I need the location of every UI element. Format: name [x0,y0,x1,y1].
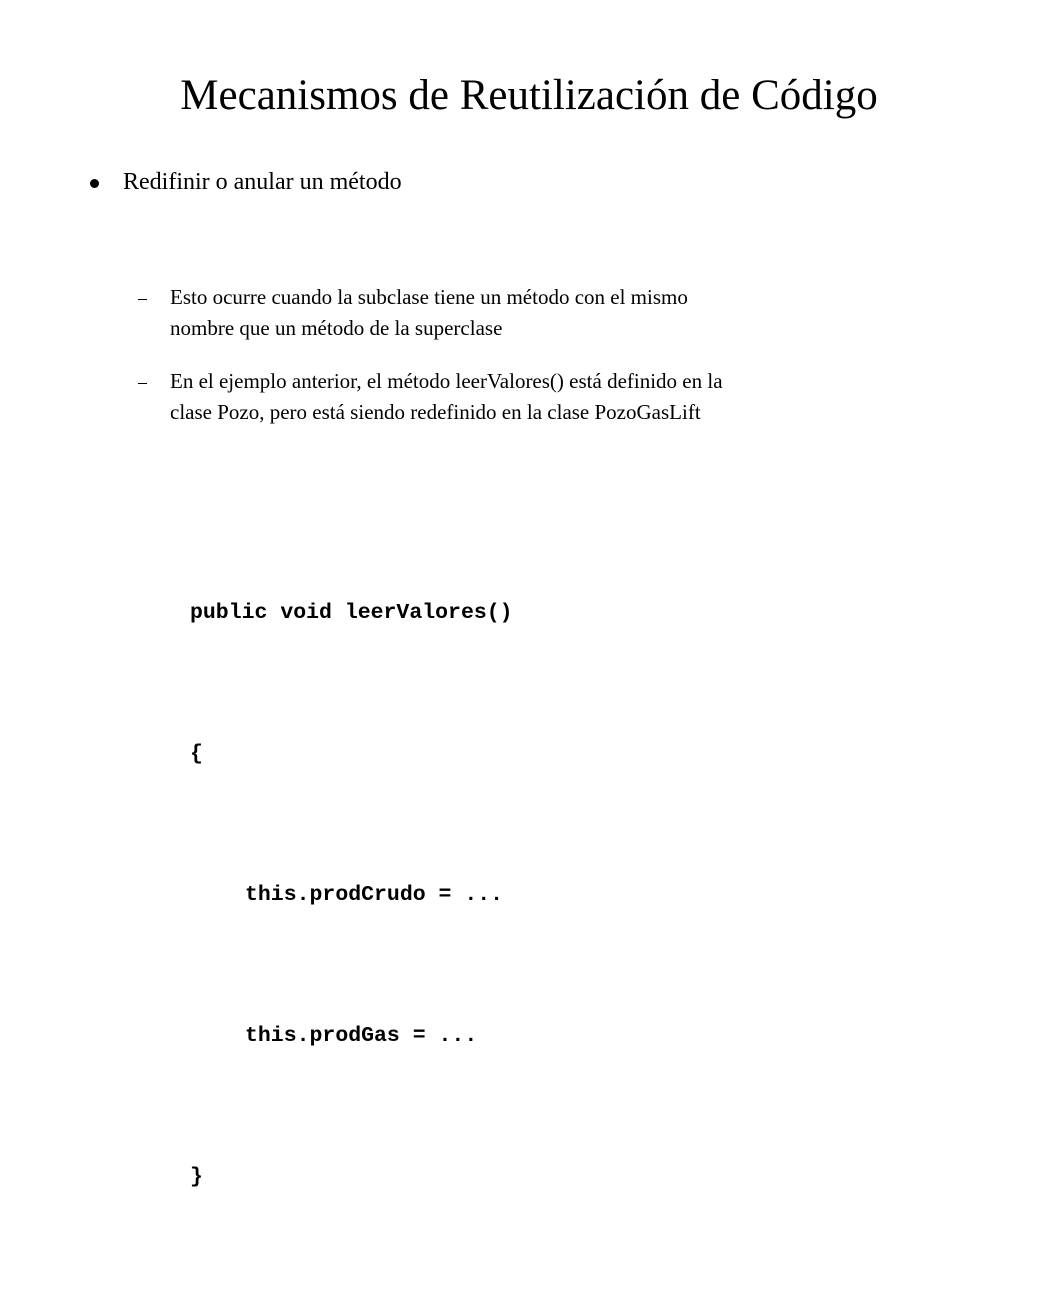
dash-icon [138,299,147,300]
sub-bullet-item [0,282,1058,344]
code-block [190,496,513,1295]
sub-bullet-line: clase Pozo, pero está siendo redefinido en la clase PozoGasLift [170,400,701,424]
sub-bullet-item [0,366,1058,428]
slide-title: Mecanismos de Reutilización de Código [180,72,878,119]
code-line: { [190,742,203,766]
code-line: this.prodCrudo = ... [245,883,504,907]
bullet-item [0,162,1058,202]
sub-bullet-line: Esto ocurre cuando la subclase tiene un método con el mismo [170,285,688,309]
sub-bullet-line: nombre que un método de la superclase [170,316,503,340]
code-line: public void leerValores() [190,601,513,625]
dash-icon [138,383,147,384]
bullet-dot-icon [90,179,99,188]
sub-bullet-text [170,366,970,428]
sub-bullet-text [170,282,970,344]
sub-bullet-line: En el ejemplo anterior, el método leerValores() está definido en la [170,369,723,393]
code-line: } [190,1165,203,1189]
bullet-text: Redifinir o anular un método [123,169,402,195]
code-line: this.prodGas = ... [245,1024,478,1048]
